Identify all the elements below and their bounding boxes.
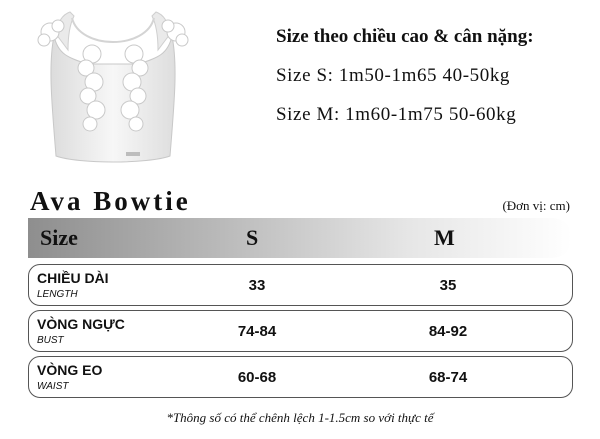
table-row-length	[28, 264, 573, 306]
header-size: Size	[40, 225, 78, 250]
table-row-bust	[28, 310, 573, 352]
table-header	[28, 218, 572, 258]
size-guide-line-s: Size S: 1m50-1m65 40-50kg	[276, 65, 511, 86]
header-s: S	[246, 225, 259, 250]
table-row-waist	[28, 356, 573, 398]
product-name: Ava Bowtie	[30, 186, 191, 216]
size-guide-heading: Size theo chiều cao & cân nặng:	[276, 26, 534, 47]
value-s: 60-68	[237, 369, 277, 386]
value-s: 33	[248, 277, 266, 294]
unit-label: (Đơn vị: cm)	[502, 198, 570, 213]
row-label: VÒNG NGỰC	[37, 316, 125, 332]
row-sublabel: BUST	[37, 335, 64, 346]
row-sublabel: LENGTH	[37, 289, 78, 300]
size-guide-line-m: Size M: 1m60-1m75 50-60kg	[276, 104, 517, 125]
row-label: VÒNG EO	[37, 362, 103, 378]
product-image	[28, 6, 198, 174]
value-m: 84-92	[428, 323, 468, 340]
footnote: *Thông số có thể chênh lệch 1-1.5cm so với thực tế	[166, 410, 434, 425]
header-m: M	[434, 225, 455, 250]
value-m: 35	[439, 277, 457, 294]
row-label: CHIỀU DÀI	[37, 270, 109, 286]
size-guide	[276, 26, 534, 126]
value-m: 68-74	[428, 369, 468, 386]
value-s: 74-84	[237, 323, 277, 340]
row-sublabel: WAIST	[37, 381, 69, 392]
